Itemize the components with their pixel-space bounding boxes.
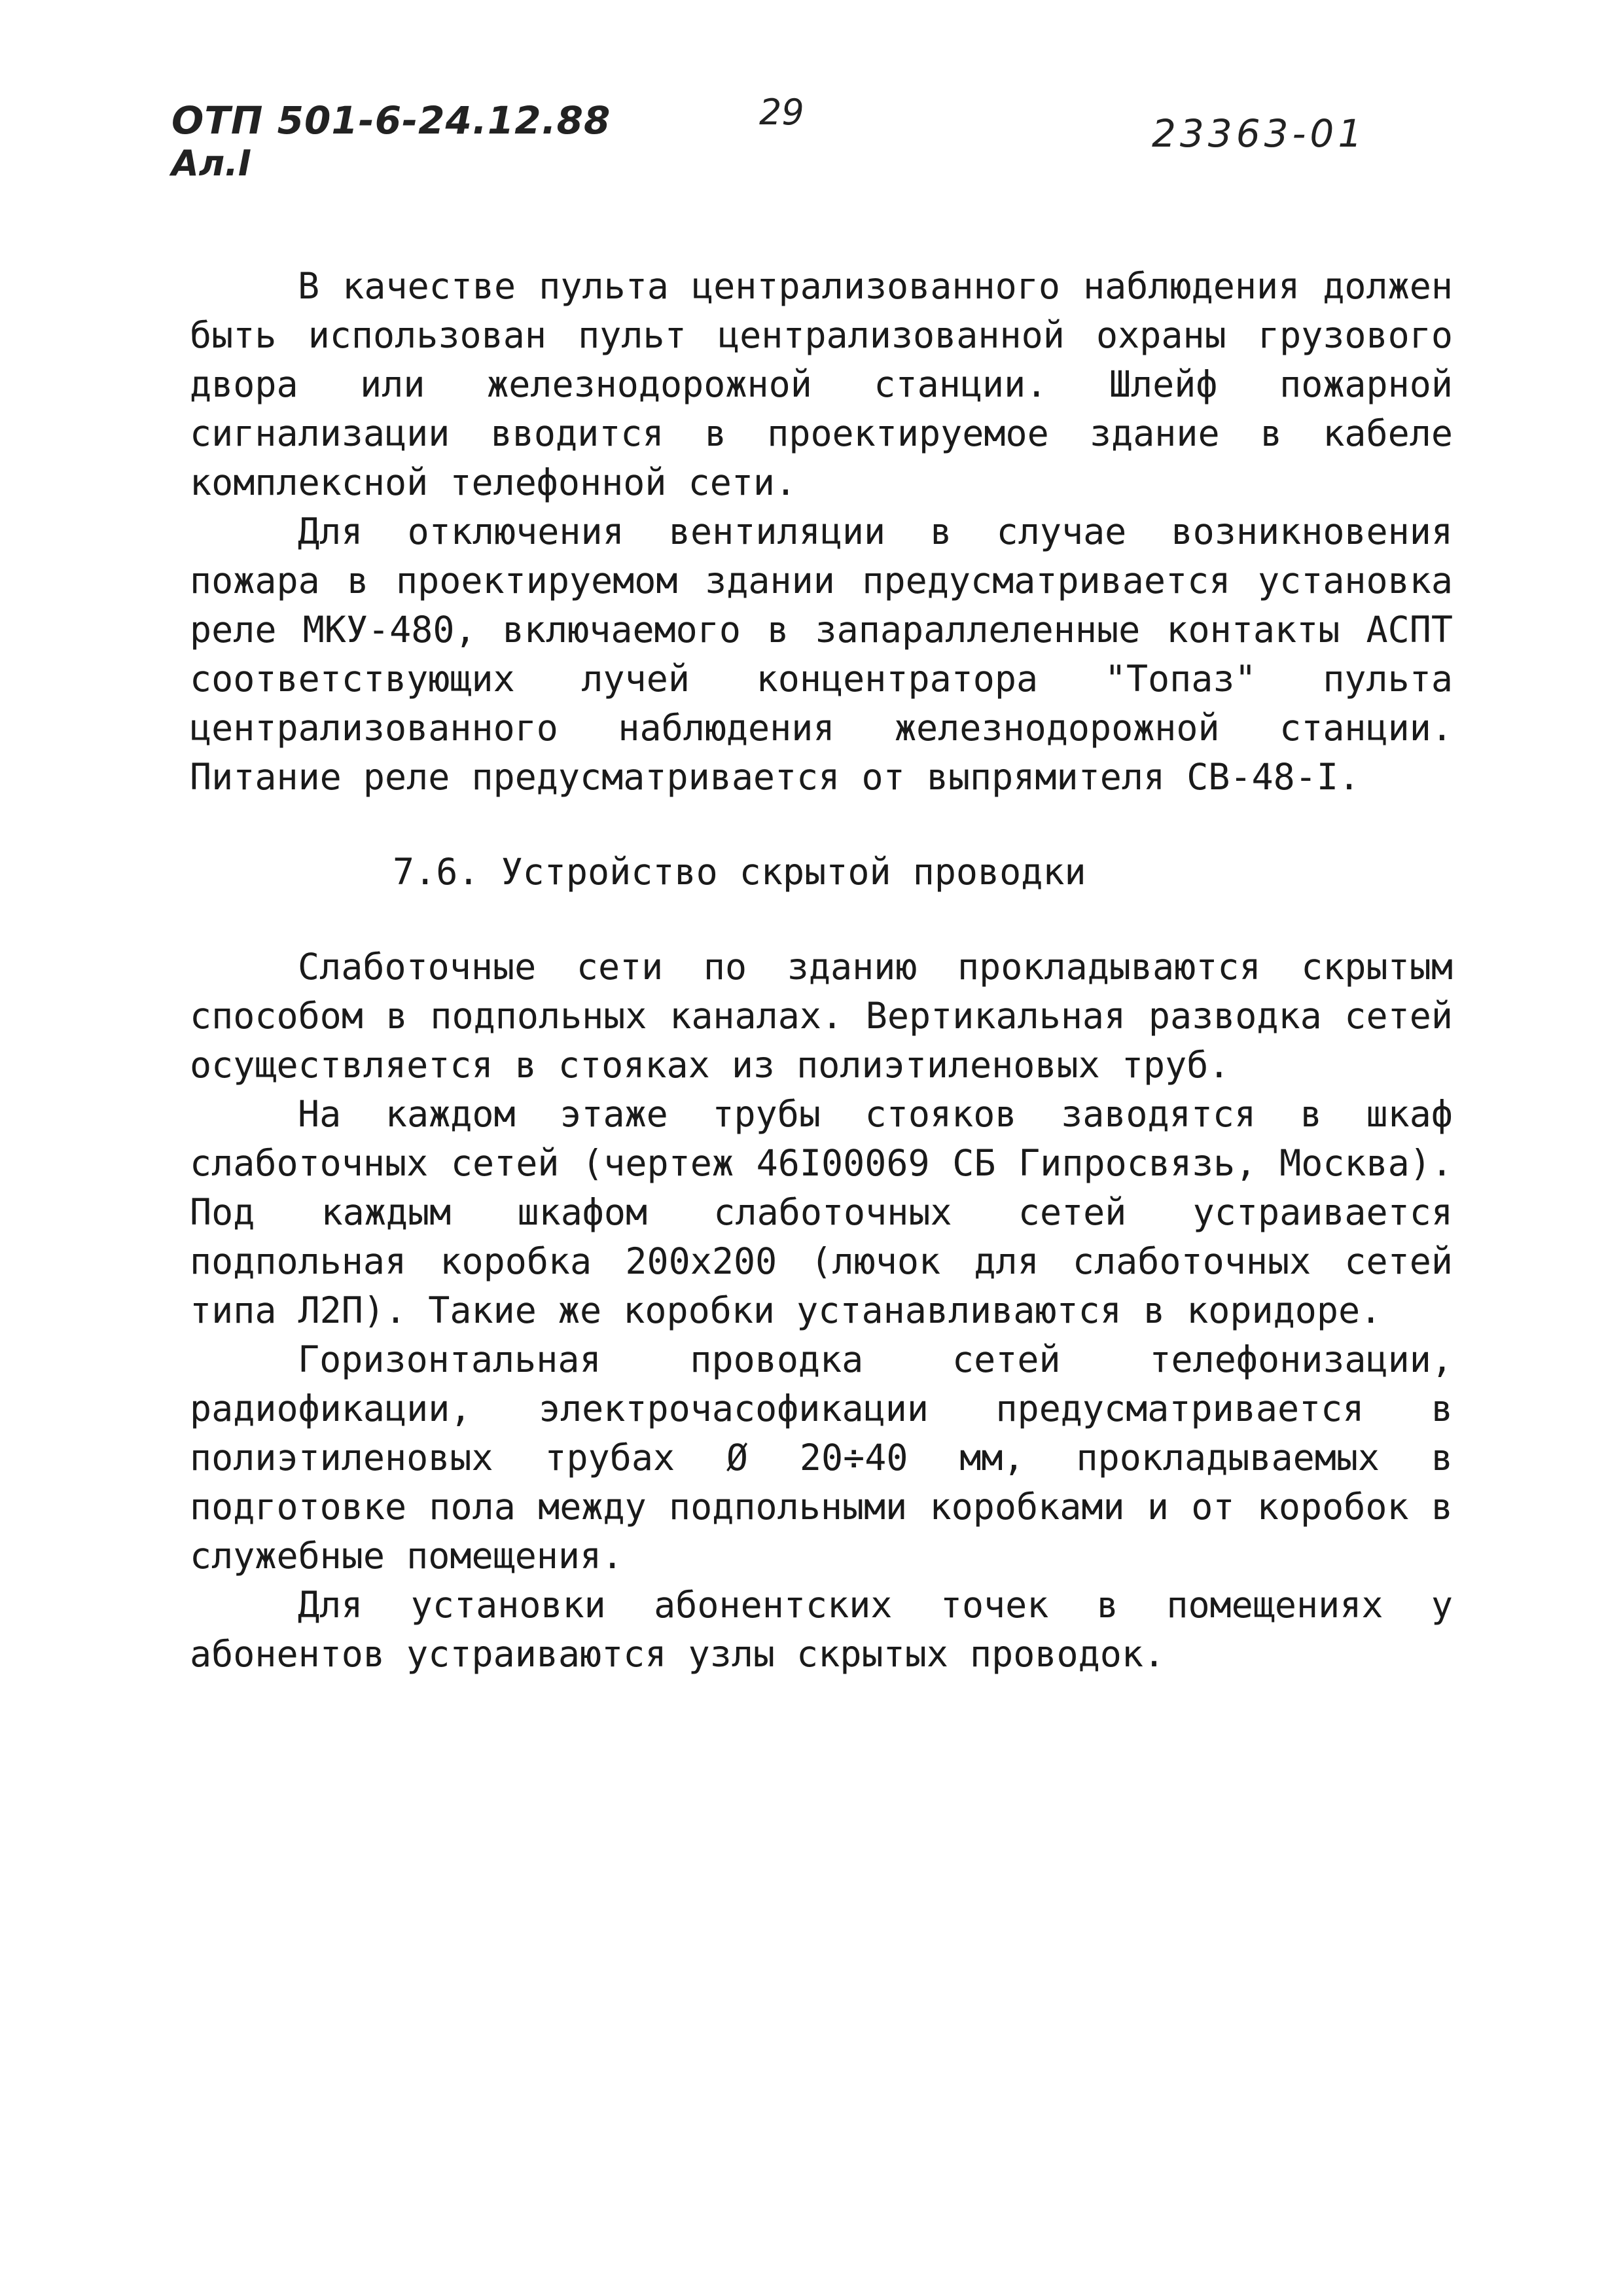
section-hidden-wiring <box>190 942 1453 1679</box>
paragraph: В качестве пульта централизованного наблюдения должен быть использован пульт централизованной охраны грузового двора или железнодорожной станции. Шлейф пожарной сигнализации вводится в проектируемое здание в кабеле комплексной телефонной сети. <box>190 265 1453 503</box>
paragraph: Для установки абонентских точек в помещениях у абонентов устраиваются узлы скрытых проводок. <box>190 1584 1453 1675</box>
paragraph: Горизонтальная проводка сетей телефонизации, радиофикации, электрочасофикации предусматривается в полиэтиленовых трубах Ø 20÷40 мм, прокладываемых в подготовке пола между подпольными коробками и от коробок в служебные помещения. <box>190 1338 1453 1577</box>
paragraph: Для отключения вентиляции в случае возникновения пожара в проектируемом здании предусматривается установка реле МКУ-480, включаемого в запараллеленные контакты АСПТ соответствующих лучей концентратора "Топаз" пульта централизованного наблюдения железнодорожной станции. Питание реле предусматривается от выпрямителя СВ-48-I. <box>190 511 1453 798</box>
paragraph: Слаботочные сети по зданию прокладываются скрытым способом в подпольных каналах. Вертикальная разводка сетей осуществляется в стояках из полиэтиленовых труб. <box>190 946 1453 1086</box>
paragraph: На каждом этаже трубы стояков заводятся в шкаф слаботочных сетей (чертеж 46I00069 СБ Гипросвязь, Москва). Под каждым шкафом слаботочных сетей устраивается подпольная коробка 200x200 (лючок для слаботочных сетей типа Л2П). Такие же коробки устанавливаются в коридоре. <box>190 1093 1453 1331</box>
header-stamp-sheet: Ал.I <box>171 143 251 184</box>
document-number: 23363-01 <box>1152 111 1366 156</box>
header-stamp-code: ОТП 501-6-24.12.88 <box>171 98 611 143</box>
page-number: 29 <box>759 92 804 133</box>
section-heading: 7.6. Устройство скрытой проводки <box>393 851 1086 893</box>
section-fire-alarm <box>190 262 1453 802</box>
